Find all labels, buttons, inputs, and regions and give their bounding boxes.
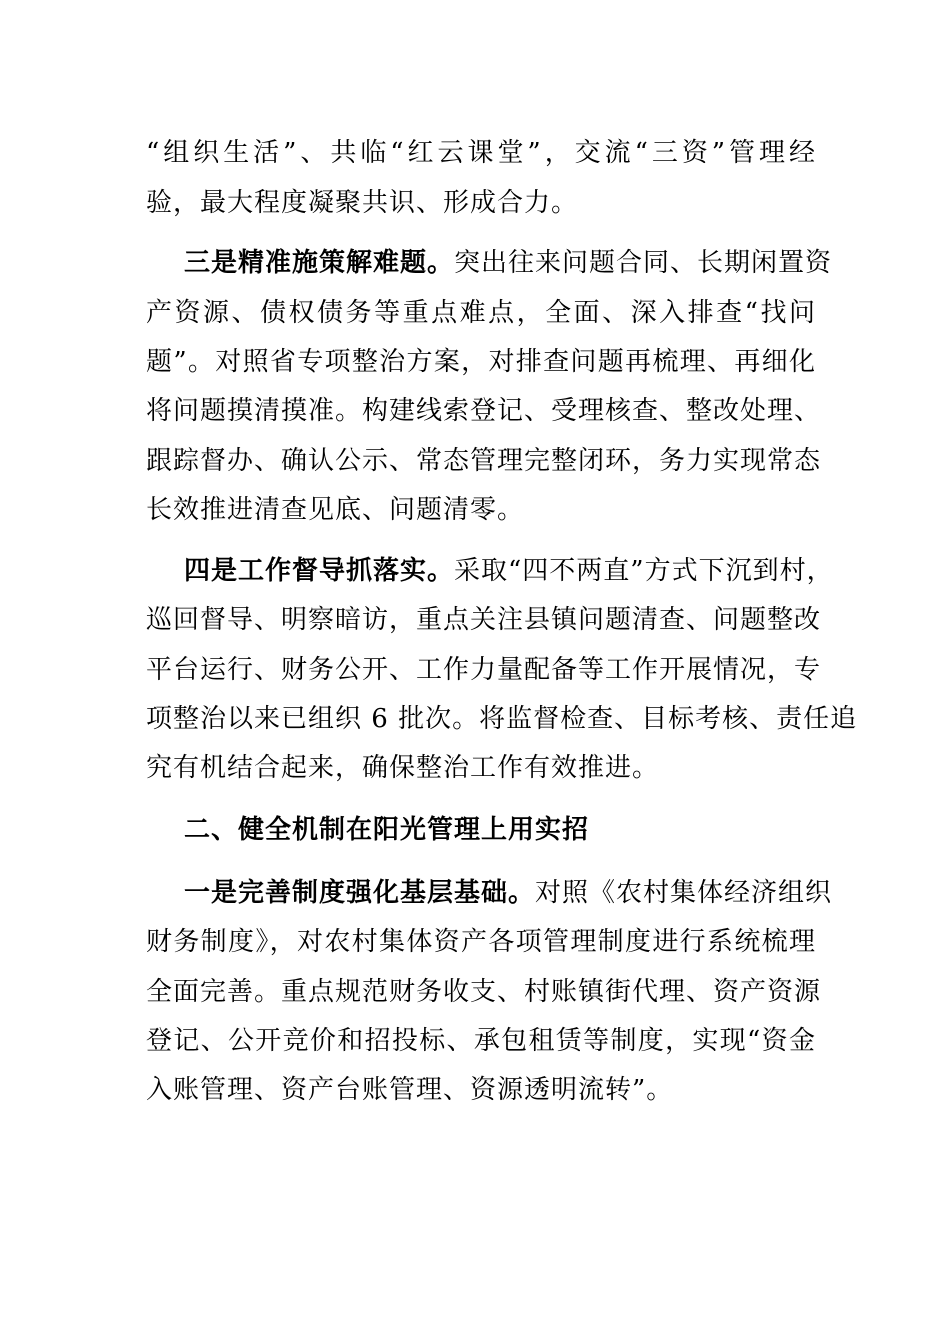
paragraph-first-line (184, 241, 833, 285)
paragraph-first-line (184, 549, 834, 593)
section-heading: 二、健全机制在阳光管理上用实招 (184, 815, 590, 845)
body-text-line: 平台运行、财务公开、工作力量配备等工作开展情况，专 (146, 655, 822, 685)
body-text-line: 登记、公开竞价和招投标、承包租赁等制度，实现“资金 (146, 1026, 816, 1056)
body-text-line: “组织生活”、共临“红云课堂”，交流“三资”管理经 (146, 138, 816, 168)
body-text-line: 验，最大程度凝聚共识、形成合力。 (146, 188, 579, 218)
body-text: 对照《农村集体经济组织 (535, 878, 833, 908)
body-text-line: 财务制度》，对农村集体资产各项管理制度进行系统梳理 (146, 927, 816, 957)
body-text-line: 巡回督导、明察暗访，重点关注县镇问题清查、问题整改 (146, 605, 822, 635)
paragraph-lead-heading: 四是工作督导抓落实。 (184, 556, 455, 586)
body-text-line: 产资源、债权债务等重点难点，全面、深入排查“找问 (146, 298, 816, 328)
paragraph-first-line (184, 871, 833, 915)
body-text-line: 入账管理、资产台账管理、资源透明流转”。 (146, 1075, 674, 1105)
body-text: 突出往来问题合同、长期闲置资 (454, 248, 833, 278)
body-text-line: 跟踪督办、确认公示、常态管理完整闭环，务力实现常态 (146, 446, 822, 476)
body-text-line: 将问题摸清摸准。构建线索登记、受理核查、整改处理、 (146, 396, 822, 426)
body-text-line: 题”。对照省专项整治方案，对排查问题再梳理、再细化 (146, 347, 816, 377)
paragraph-lead-heading: 一是完善制度强化基层基础。 (184, 878, 536, 908)
body-text-line: 项整治以来已组织 6 批次。将监督检查、目标考核、责任追 (146, 704, 858, 734)
paragraph-lead-heading: 三是精准施策解难题。 (184, 248, 455, 278)
body-text-line: 全面完善。重点规范财务收支、村账镇街代理、资产资源 (146, 977, 822, 1007)
body-text: 采取“四不两直”方式下沉到村， (454, 556, 834, 586)
body-text-line: 长效推进清查见底、问题清零。 (146, 495, 525, 525)
body-text-line: 究有机结合起来，确保整治工作有效推进。 (146, 753, 660, 783)
